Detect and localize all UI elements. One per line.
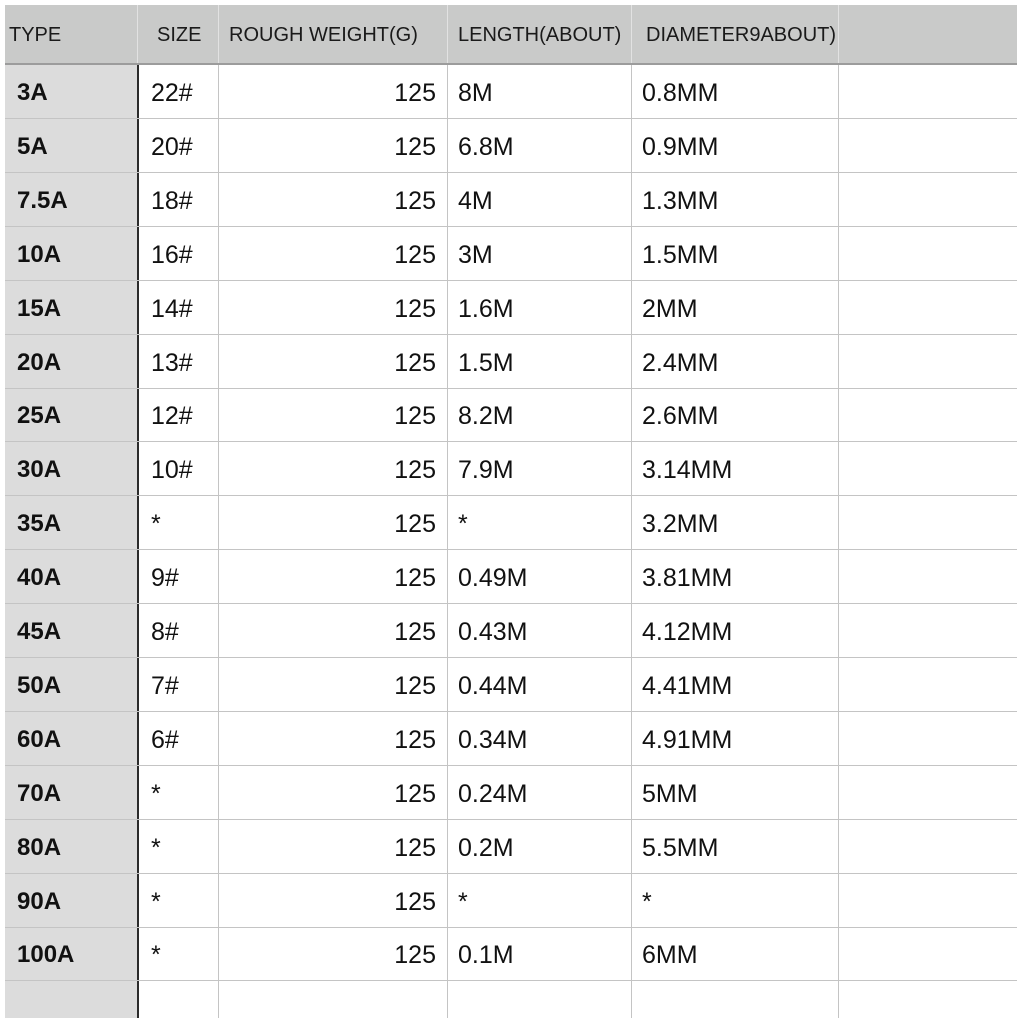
rough-weight-cell: 125 xyxy=(394,294,436,323)
table-row xyxy=(5,604,1017,658)
diameter-cell: 2.4MM xyxy=(642,348,719,377)
length-cell: 1.5M xyxy=(458,348,514,377)
table-row xyxy=(5,496,1017,550)
length-cell: 7.9M xyxy=(458,456,514,485)
length-cell: 0.2M xyxy=(458,833,514,862)
header-divider xyxy=(838,5,839,63)
type-cell: 5A xyxy=(17,132,48,160)
diameter-cell: 1.5MM xyxy=(642,240,719,269)
size-cell: * xyxy=(151,510,161,539)
length-cell: 0.34M xyxy=(458,725,528,754)
rough-weight-cell: 125 xyxy=(394,833,436,862)
type-cell: 80A xyxy=(17,833,62,861)
size-cell: 18# xyxy=(151,186,193,215)
header-divider xyxy=(447,5,448,63)
length-cell: 3M xyxy=(458,240,493,269)
length-cell: 8.2M xyxy=(458,402,514,431)
diameter-cell: 4.41MM xyxy=(642,671,733,700)
table-row xyxy=(5,173,1017,227)
table-row xyxy=(5,119,1017,173)
length-cell: * xyxy=(458,887,468,916)
size-cell: 13# xyxy=(151,348,193,377)
size-cell: * xyxy=(151,887,161,916)
type-cell: 90A xyxy=(17,887,62,915)
table-row xyxy=(5,766,1017,820)
type-cell: 100A xyxy=(17,941,75,969)
header-size: SIZE xyxy=(157,24,202,46)
rough-weight-cell: 125 xyxy=(394,348,436,377)
size-cell: 22# xyxy=(151,79,193,107)
length-cell: * xyxy=(458,510,468,539)
type-cell: 35A xyxy=(17,510,62,538)
header-type: TYPE xyxy=(9,24,62,46)
rough-weight-cell: 125 xyxy=(394,132,436,161)
rough-weight-cell: 125 xyxy=(394,671,436,700)
type-cell: 3A xyxy=(17,79,48,106)
table-row xyxy=(5,227,1017,281)
diameter-cell: 1.3MM xyxy=(642,186,719,215)
table-row xyxy=(5,65,1017,119)
diameter-cell: 5.5MM xyxy=(642,833,719,862)
type-cell: 30A xyxy=(17,456,62,484)
table-row xyxy=(5,442,1017,496)
length-cell: 0.1M xyxy=(458,941,514,970)
rough-weight-cell: 125 xyxy=(394,456,436,485)
diameter-cell: 3.2MM xyxy=(642,510,719,539)
type-cell: 50A xyxy=(17,671,62,699)
table-row xyxy=(5,388,1017,442)
header-diameter: DIAMETER9ABOUT) xyxy=(646,24,837,46)
rough-weight-cell: 125 xyxy=(394,725,436,754)
diameter-cell: 0.9MM xyxy=(642,132,719,161)
diameter-cell: 0.8MM xyxy=(642,79,719,107)
type-cell: 60A xyxy=(17,725,62,753)
header-rough-weight: ROUGH WEIGHT(G) xyxy=(229,24,418,46)
length-cell: 8M xyxy=(458,79,493,107)
length-cell: 0.24M xyxy=(458,779,528,808)
rough-weight-cell: 125 xyxy=(394,510,436,539)
rough-weight-cell: 125 xyxy=(394,402,436,431)
size-cell: * xyxy=(151,779,161,808)
rough-weight-cell: 125 xyxy=(394,779,436,808)
rough-weight-cell: 125 xyxy=(394,887,436,916)
header-row xyxy=(5,5,1017,65)
size-cell: 7# xyxy=(151,671,179,700)
type-cell: 20A xyxy=(17,348,62,376)
size-cell: 16# xyxy=(151,240,193,269)
rough-weight-cell: 125 xyxy=(394,941,436,970)
diameter-cell: 3.81MM xyxy=(642,564,733,593)
type-cell: 25A xyxy=(17,402,62,430)
table-row xyxy=(5,281,1017,335)
table-row xyxy=(5,874,1017,928)
table-row xyxy=(5,658,1017,712)
spec-table xyxy=(5,5,1017,1018)
diameter-cell: 4.12MM xyxy=(642,618,733,646)
length-cell: 1.6M xyxy=(458,294,514,323)
header-divider xyxy=(631,5,632,63)
length-cell: 0.44M xyxy=(458,671,528,700)
rough-weight-cell: 125 xyxy=(394,618,436,646)
header-divider xyxy=(137,5,138,63)
diameter-cell: * xyxy=(642,887,652,916)
header-length: LENGTH(ABOUT) xyxy=(458,24,622,46)
size-cell: 6# xyxy=(151,725,179,754)
size-cell: * xyxy=(151,833,161,862)
table-row xyxy=(5,927,1017,981)
table-row xyxy=(5,550,1017,604)
type-cell: 40A xyxy=(17,564,62,592)
table-row xyxy=(5,335,1017,389)
rough-weight-cell: 125 xyxy=(394,79,436,107)
type-cell: 10A xyxy=(17,240,62,268)
header-divider xyxy=(218,5,219,63)
diameter-cell: 6MM xyxy=(642,941,698,970)
size-cell: 20# xyxy=(151,132,193,161)
type-cell: 70A xyxy=(17,779,62,807)
type-cell: 15A xyxy=(17,294,62,322)
diameter-cell: 4.91MM xyxy=(642,725,733,754)
length-cell: 4M xyxy=(458,186,493,215)
diameter-cell: 5MM xyxy=(642,779,698,808)
rough-weight-cell: 125 xyxy=(394,186,436,215)
length-cell: 6.8M xyxy=(458,132,514,161)
rough-weight-cell: 125 xyxy=(394,240,436,269)
size-cell: 12# xyxy=(151,402,193,431)
table-row xyxy=(5,820,1017,874)
size-cell: * xyxy=(151,941,161,970)
table-row xyxy=(5,712,1017,766)
size-cell: 10# xyxy=(151,456,193,485)
rough-weight-cell: 125 xyxy=(394,564,436,593)
type-cell: 7.5A xyxy=(17,186,68,214)
size-cell: 8# xyxy=(151,618,179,646)
size-cell: 9# xyxy=(151,564,179,593)
type-cell: 45A xyxy=(17,618,62,645)
length-cell: 0.43M xyxy=(458,618,528,646)
row-divider xyxy=(5,980,1017,981)
length-cell: 0.49M xyxy=(458,564,528,593)
diameter-cell: 2MM xyxy=(642,294,698,323)
diameter-cell: 2.6MM xyxy=(642,402,719,431)
diameter-cell: 3.14MM xyxy=(642,456,733,485)
size-cell: 14# xyxy=(151,294,193,323)
